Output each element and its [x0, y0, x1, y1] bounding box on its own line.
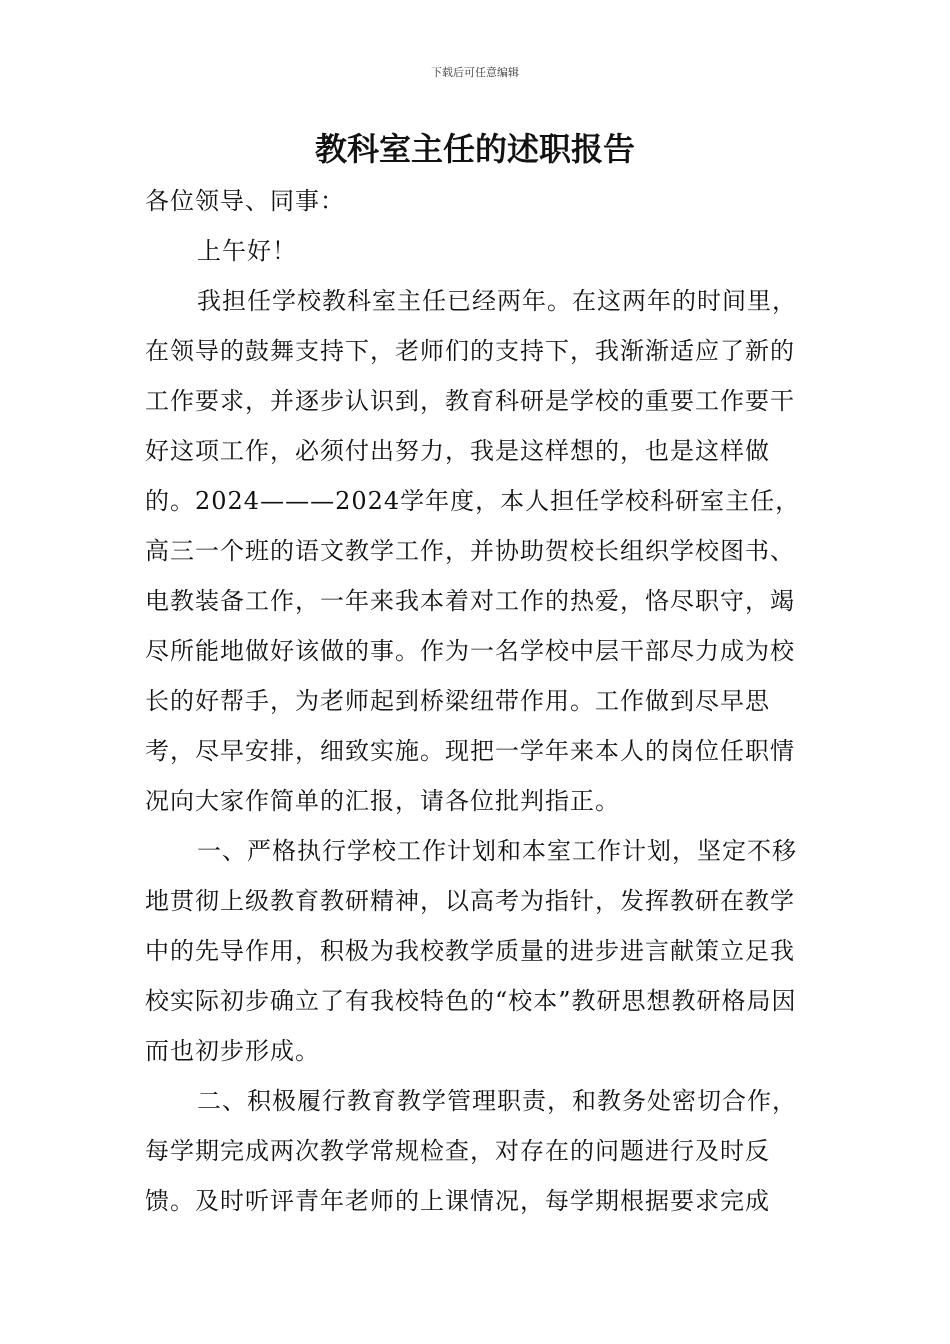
paragraph-section-one: 一、严格执行学校工作计划和本室工作计划，坚定不移地贯彻上级教育教研精神，以高考为指针，发挥教研在教学中的先导作用，积极为我校教学质量的进步进言献策立足我校实际初步确立了有我校特色的“校本”教研思想教研格局因而也初步形成。: [145, 837, 797, 1065]
paragraph-section-two: 二、积极履行教育教学管理职责，和教务处密切合作，每学期完成两次教学常规检查，对存在的问题进行及时反馈。及时听评青年老师的上课情况，每学期根据要求完成: [145, 1087, 797, 1215]
salutation: 各位领导、同事：: [145, 187, 345, 215]
document-body: [145, 176, 815, 1226]
paragraph-introduction: 我担任学校教科室主任已经两年。在这两年的时间里，在领导的鼓舞支持下，老师们的支持下，我渐渐适应了新的工作要求，并逐步认识到，教育科研是学校的重要工作要干好这项工作，必须付出努力，我是这样想的，也是这样做的。2024———2024学年度，本人担任学校科研室主任，高三一个班的语文教学工作，并协助贺校长组织学校图书、电教装备工作，一年来我本着对工作的热爱，恪尽职守，竭尽所能地做好该做的事。作为一名学校中层干部尽力成为校长的好帮手，为老师起到桥梁纽带作用。工作做到尽早思考，尽早安排，细致实施。现把一学年来本人的岗位任职情况向大家作简单的汇报，请各位批判指正。: [145, 287, 801, 815]
document-title: 教科室主任的述职报告: [314, 130, 635, 168]
paragraph-greeting: 上午好！: [197, 237, 297, 265]
header-note: 下载后可任意编辑: [431, 66, 519, 79]
